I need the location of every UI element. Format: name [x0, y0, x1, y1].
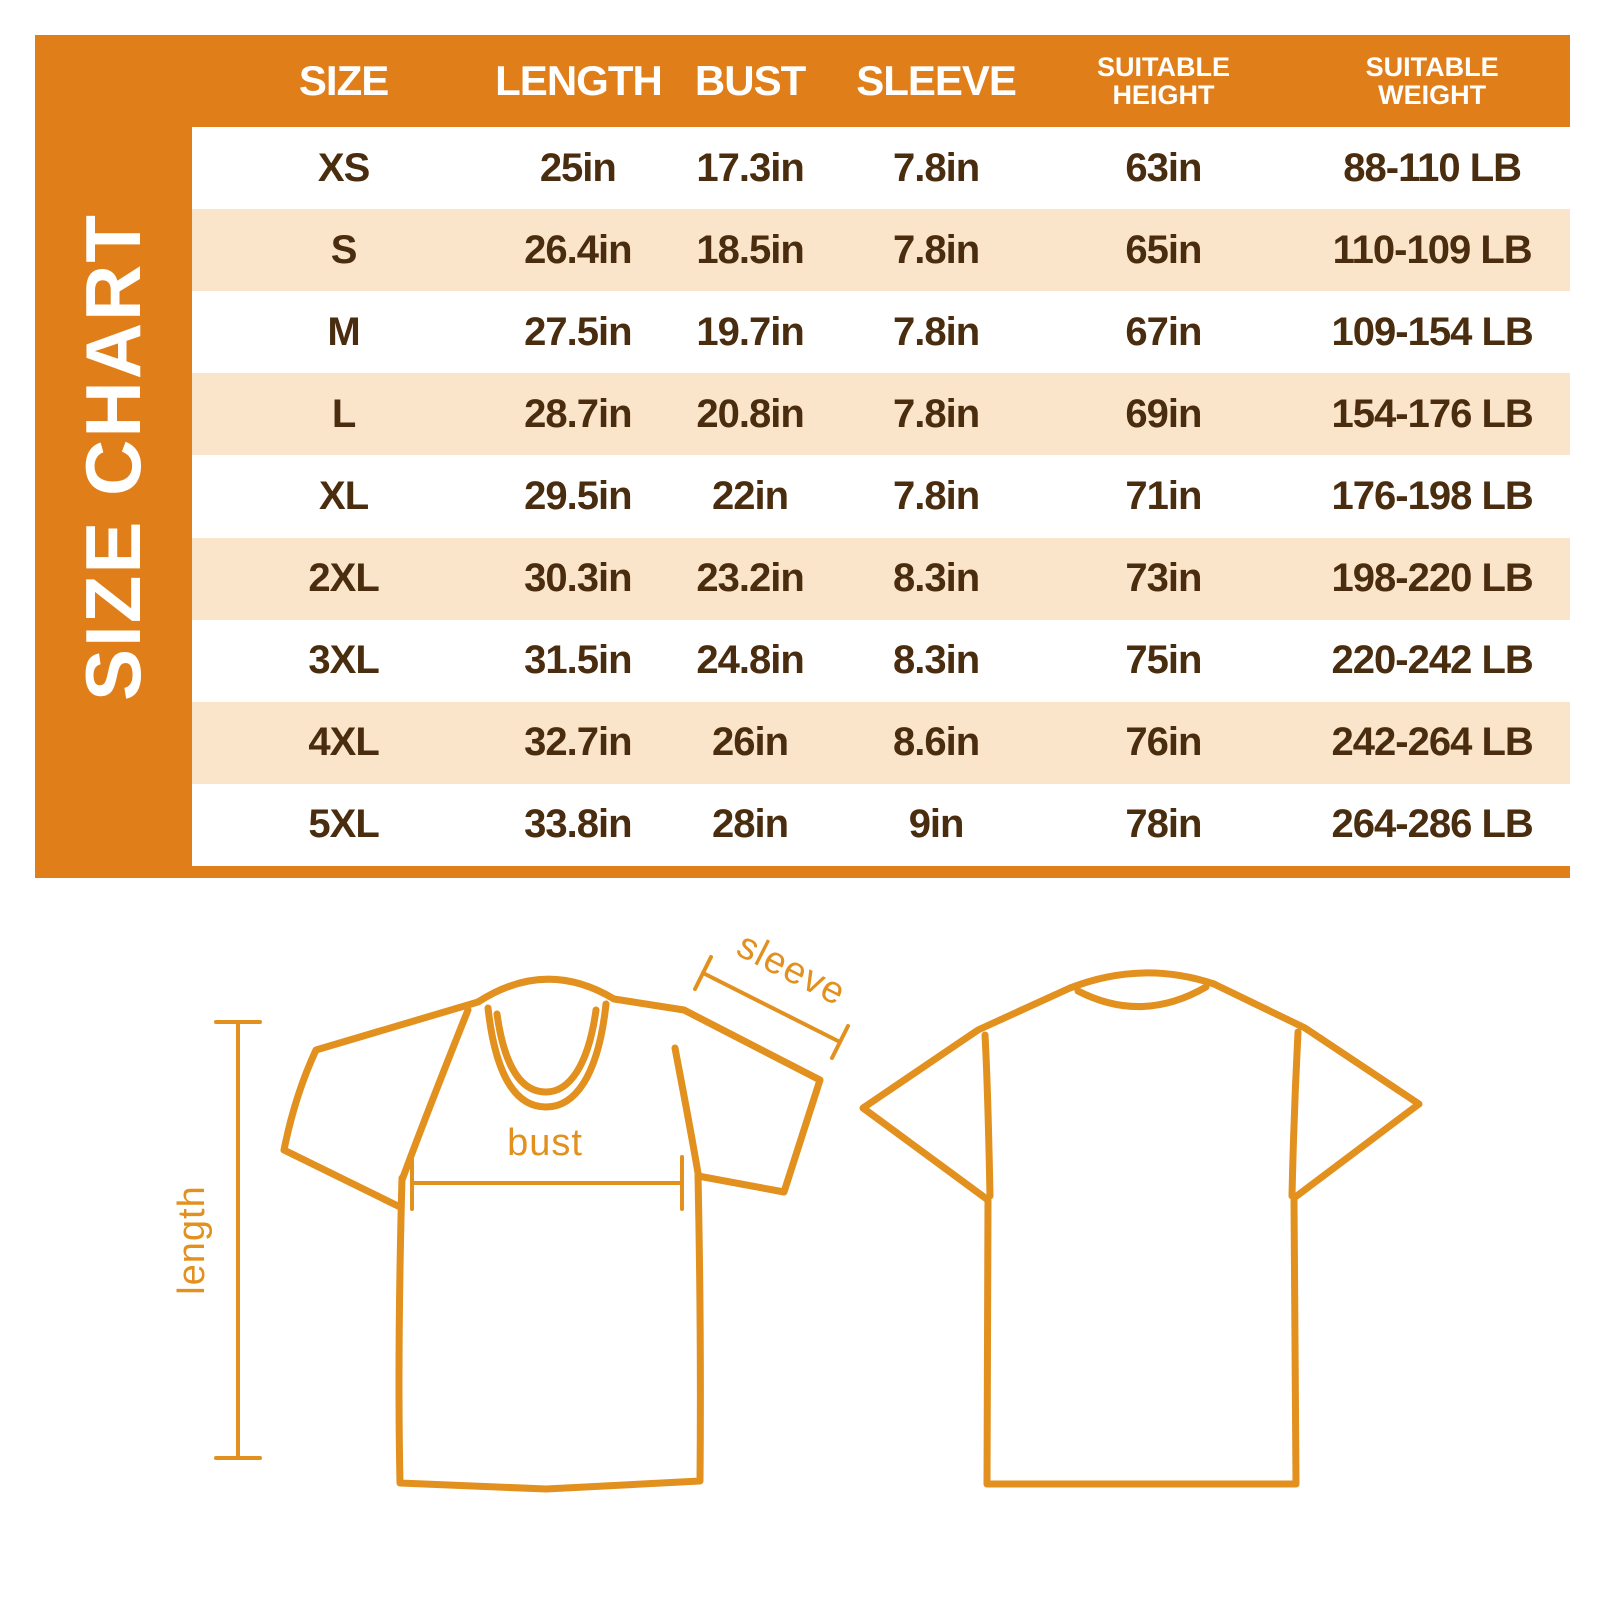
cell-sleeve: 7.8in	[893, 227, 980, 272]
column-header-bust: BUST	[694, 57, 806, 104]
cell-sleeve: 7.8in	[893, 145, 980, 190]
cell-weight: 176-198 LB	[1331, 473, 1533, 518]
table-header-row	[192, 35, 1570, 127]
cell-length: 32.7in	[524, 720, 632, 765]
column-header-suitable-height: SUITABLE HEIGHT	[1096, 51, 1230, 110]
cell-length: 29.5in	[524, 473, 632, 518]
cell-weight: 109-154 LB	[1331, 309, 1533, 354]
column-header-size: SIZE	[298, 57, 389, 104]
table-row	[192, 784, 1570, 866]
table-row	[192, 455, 1570, 537]
cell-sleeve: 7.8in	[893, 391, 980, 436]
cell-size: L	[331, 391, 356, 436]
length-label: length	[171, 1185, 213, 1295]
bust-measure-line	[412, 1122, 682, 1209]
cell-height: 73in	[1125, 556, 1202, 601]
cell-sleeve: 7.8in	[893, 473, 980, 518]
cell-weight: 110-109 LB	[1332, 227, 1532, 272]
bust-label: bust	[507, 1122, 583, 1164]
cell-bust: 17.3in	[696, 145, 804, 190]
cell-sleeve: 9in	[908, 802, 964, 847]
cell-bust: 26in	[712, 720, 789, 765]
tshirt-measurement-diagram	[0, 920, 1600, 1600]
cell-sleeve: 8.6in	[893, 720, 980, 765]
cell-height: 69in	[1125, 391, 1202, 436]
column-header-suitable-weight: SUITABLE WEIGHT	[1365, 51, 1499, 110]
sleeve-label: sleeve	[730, 924, 853, 1015]
cell-height: 63in	[1125, 145, 1202, 190]
column-header-sleeve: SLEEVE	[856, 57, 1016, 104]
cell-bust: 20.8in	[696, 391, 804, 436]
cell-size: 2XL	[308, 556, 379, 601]
cell-height: 75in	[1125, 638, 1202, 683]
cell-weight: 264-286 LB	[1331, 802, 1533, 847]
cell-length: 26.4in	[524, 227, 632, 272]
cell-size: S	[330, 227, 357, 272]
cell-weight: 242-264 LB	[1331, 720, 1533, 765]
cell-weight: 154-176 LB	[1331, 391, 1533, 436]
tshirt-back-outline	[863, 973, 1419, 1484]
length-measure-line	[171, 1022, 260, 1458]
cell-bust: 24.8in	[696, 638, 804, 683]
table-row	[192, 209, 1570, 291]
column-header-length: LENGTH	[495, 57, 662, 104]
cell-length: 33.8in	[524, 802, 632, 847]
cell-length: 28.7in	[524, 391, 632, 436]
table-row	[192, 373, 1570, 455]
size-chart-title: SIZE CHART	[69, 212, 157, 701]
size-chart-sidebar	[35, 35, 192, 878]
size-chart-table	[192, 35, 1570, 866]
cell-weight: 88-110 LB	[1343, 145, 1522, 190]
cell-height: 78in	[1125, 802, 1202, 847]
table-row	[192, 127, 1570, 209]
cell-height: 67in	[1125, 309, 1202, 354]
cell-bust: 18.5in	[696, 227, 804, 272]
cell-weight: 198-220 LB	[1331, 556, 1533, 601]
cell-height: 65in	[1125, 227, 1202, 272]
cell-size: 5XL	[308, 802, 379, 847]
sleeve-measure-line	[695, 924, 853, 1058]
cell-bust: 28in	[712, 802, 789, 847]
cell-sleeve: 8.3in	[893, 638, 980, 683]
cell-length: 25in	[539, 145, 616, 190]
cell-length: 27.5in	[524, 309, 632, 354]
cell-size: XS	[317, 145, 370, 190]
cell-length: 31.5in	[524, 638, 632, 683]
cell-size: 4XL	[308, 720, 379, 765]
cell-size: 3XL	[308, 638, 379, 683]
table-row	[192, 291, 1570, 373]
cell-sleeve: 8.3in	[893, 556, 980, 601]
tshirt-front-outline	[284, 979, 820, 1489]
cell-size: XL	[319, 473, 369, 518]
cell-size: M	[327, 309, 360, 354]
table-row	[192, 620, 1570, 702]
cell-length: 30.3in	[524, 556, 632, 601]
cell-sleeve: 7.8in	[893, 309, 980, 354]
cell-height: 71in	[1125, 473, 1202, 518]
table-row	[192, 538, 1570, 620]
table-row	[192, 702, 1570, 784]
cell-bust: 19.7in	[696, 309, 804, 354]
cell-bust: 22in	[712, 473, 789, 518]
cell-height: 76in	[1125, 720, 1202, 765]
size-chart-card	[35, 35, 1570, 878]
cell-weight: 220-242 LB	[1331, 638, 1533, 683]
cell-bust: 23.2in	[696, 556, 804, 601]
